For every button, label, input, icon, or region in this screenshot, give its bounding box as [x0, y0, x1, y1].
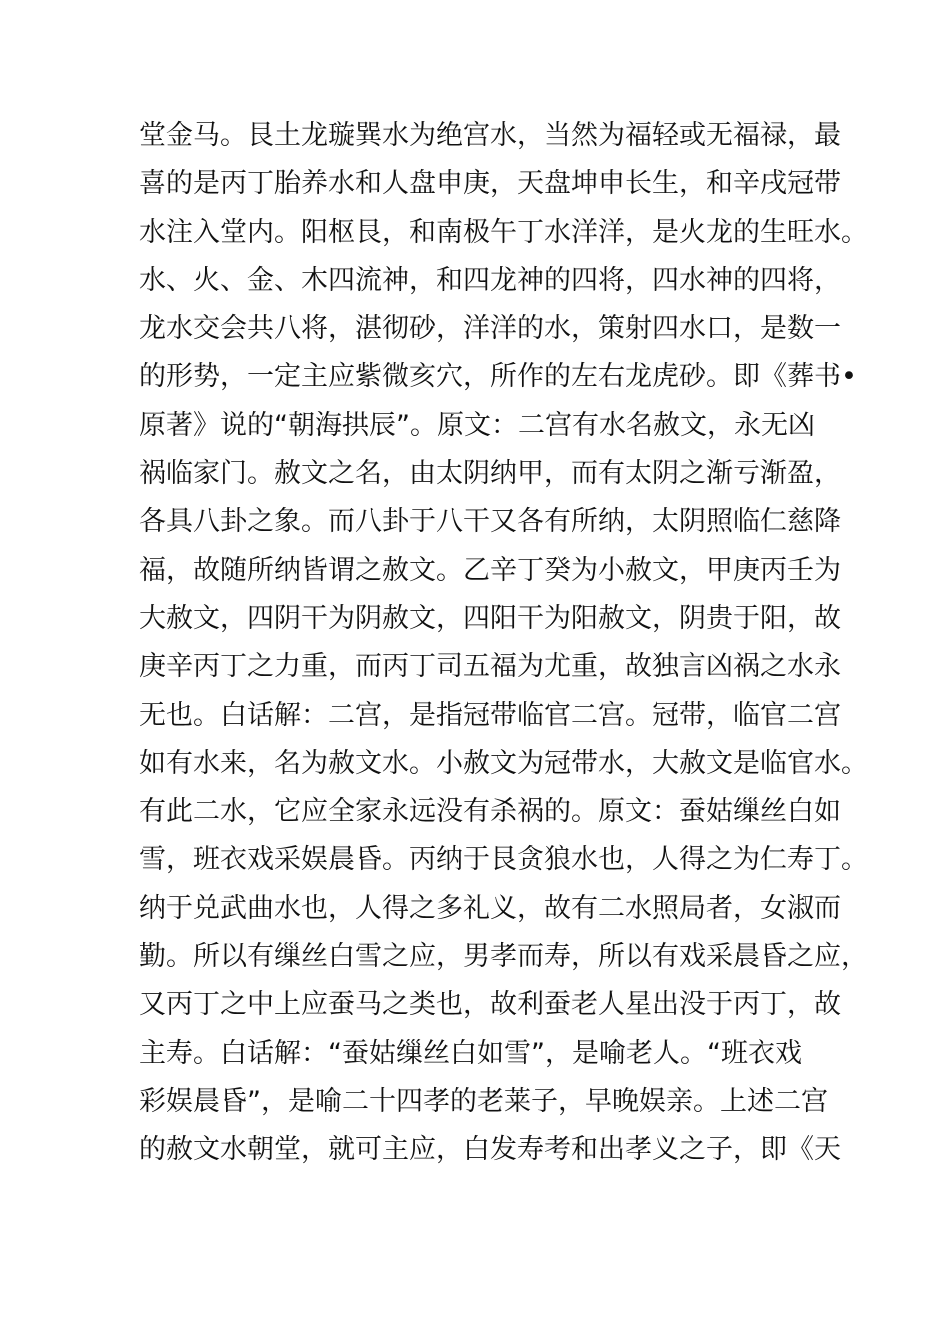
text-line-12: 庚辛丙丁之力重，而丙丁司五福为尤重，故独言凶祸之水永	[139, 651, 841, 683]
text-line-20: 主寿。白话解：“蚕姑缫丝白如雪”，是喻老人。“班衣戏	[139, 1037, 802, 1069]
text-line-2: 喜的是丙丁胎养水和人盘申庚，天盘坤申长生，和辛戌冠带	[139, 168, 841, 200]
text-line-16: 雪，班衣戏采娱晨昏。丙纳于艮贪狼水也，人得之为仁寿丁。	[139, 844, 868, 876]
text-line-1: 堂金马。艮土龙璇巽水为绝宫水，当然为福轻或无福禄，最	[139, 120, 841, 151]
text-line-14: 如有水来，名为赦文水。小赦文为冠带水，大赦文是临官水。	[139, 747, 868, 779]
text-line-8: 祸临家门。赦文之名，由太阴纳甲，而有太阴之渐亏渐盈，	[139, 458, 841, 490]
body-text	[139, 112, 868, 1175]
text-line-3: 水注入堂内。阳枢艮，和南极午丁水洋洋，是火龙的生旺水。	[139, 216, 868, 248]
text-line-21: 彩娱晨昏”，是喻二十四孝的老莱子，早晚娱亲。上述二宫	[139, 1085, 828, 1117]
text-line-15: 有此二水，它应全家永远没有杀祸的。原文：蚕姑缫丝白如	[139, 796, 841, 828]
text-line-17: 纳于兑武曲水也，人得之多礼义，故有二水照局者，女淑而	[139, 892, 841, 924]
text-line-13: 无也。白话解：二宫，是指冠带临官二宫。冠带，临官二宫	[139, 699, 841, 731]
text-line-18: 勤。所以有缫丝白雪之应，男孝而寿，所以有戏采晨昏之应，	[139, 941, 868, 973]
text-line-7: 原著》说的“朝海拱辰”。原文：二宫有水名赦文，永无凶	[139, 409, 815, 441]
text-line-4: 水、火、金、木四流神，和四龙神的四将，四水神的四将，	[139, 264, 841, 296]
text-line-10: 福，故随所纳皆谓之赦文。乙辛丁癸为小赦文，甲庚丙壬为	[139, 554, 841, 586]
text-line-19: 又丙丁之中上应蚕马之类也，故利蚕老人星出没于丙丁，故	[139, 989, 841, 1021]
text-line-6: 的形势，一定主应紫微亥穴，所作的左右龙虎砂。即《葬书•	[139, 361, 857, 393]
text-line-11: 大赦文，四阴干为阴赦文，四阳干为阳赦文，阴贵于阳，故	[139, 602, 841, 634]
text-line-9: 各具八卦之象。而八卦于八干又各有所纳，太阴照临仁慈降	[139, 506, 841, 538]
text-line-22: 的赦文水朝堂，就可主应，白发寿考和出孝义之子，即《天	[139, 1134, 841, 1166]
text-line-5: 龙水交会共八将，湛彻砂，洋洋的水，策射四水口，是数一	[139, 313, 841, 345]
